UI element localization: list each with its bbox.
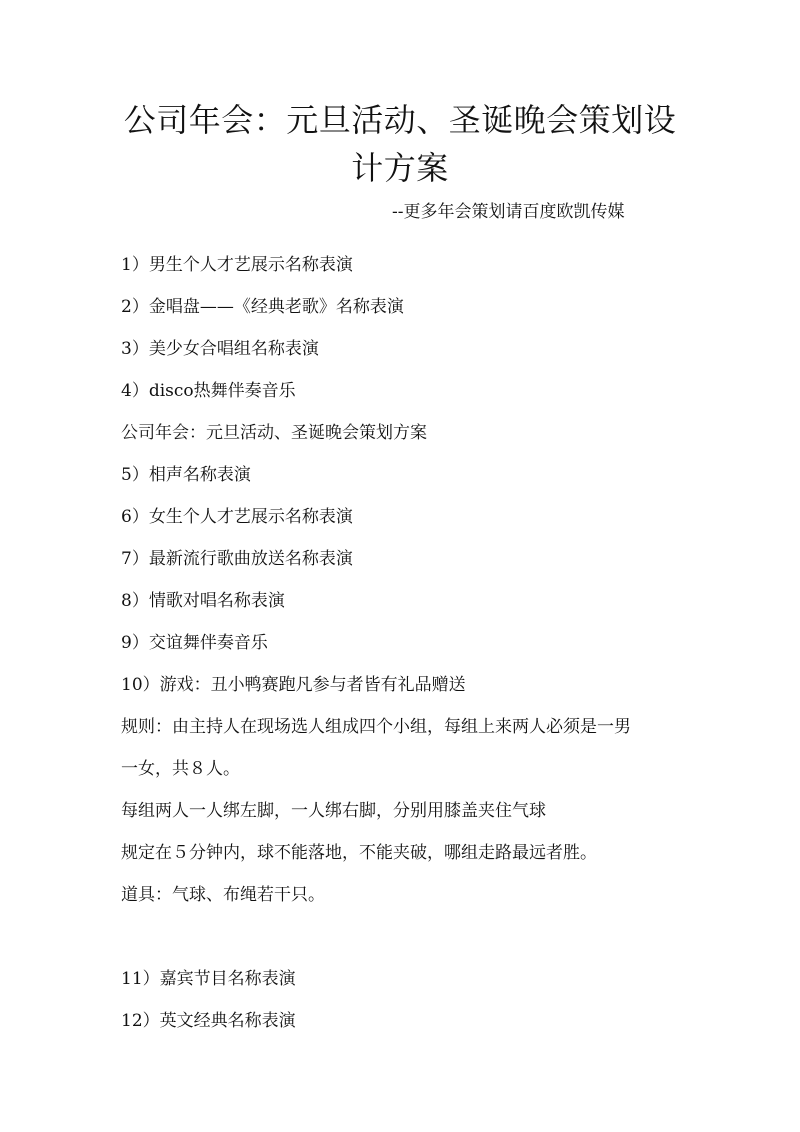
paragraph-line: 规则：由主持人在现场选人组成四个小组，每组上来两人必须是一男 — [121, 717, 631, 737]
document-body — [121, 251, 696, 1049]
title-line-2: 计方案 — [351, 149, 449, 187]
paragraph-line: 11）嘉宾节目名称表演 — [121, 969, 296, 989]
paragraph-line: 10）游戏：丑小鸭赛跑凡参与者皆有礼品赠送 — [121, 675, 466, 695]
paragraph-line: 规定在５分钟内，球不能落地，不能夹破，哪组走路最远者胜。 — [121, 843, 597, 863]
document-title — [100, 96, 700, 192]
paragraph-line: 一女，共８人。 — [121, 759, 240, 779]
paragraph-line: 12）英文经典名称表演 — [121, 1011, 296, 1031]
paragraph-line: 1）男生个人才艺展示名称表演 — [121, 255, 353, 275]
paragraph-line: 2）金唱盘——《经典老歌》名称表演 — [121, 297, 404, 317]
paragraph-line: 6）女生个人才艺展示名称表演 — [121, 507, 353, 527]
paragraph-line: 5）相声名称表演 — [121, 465, 251, 485]
paragraph-line: 8）情歌对唱名称表演 — [121, 591, 285, 611]
blank-line — [121, 923, 696, 951]
paragraph-line: 9）交谊舞伴奏音乐 — [121, 633, 268, 653]
paragraph-line: 道具：气球、布绳若干只。 — [121, 885, 325, 905]
paragraph-line: 3）美少女合唱组名称表演 — [121, 339, 319, 359]
paragraph-line: 4）disco热舞伴奏音乐 — [121, 381, 296, 401]
paragraph-line: 公司年会：元旦活动、圣诞晚会策划方案 — [121, 423, 427, 443]
document-subtitle: --更多年会策划请百度欧凯传媒 — [392, 202, 625, 222]
title-line-1: 公司年会：元旦活动、圣诞晚会策划设 — [123, 101, 677, 139]
paragraph-line: 7）最新流行歌曲放送名称表演 — [121, 549, 353, 569]
paragraph-line: 每组两人一人绑左脚，一人绑右脚，分别用膝盖夹住气球 — [121, 801, 546, 821]
